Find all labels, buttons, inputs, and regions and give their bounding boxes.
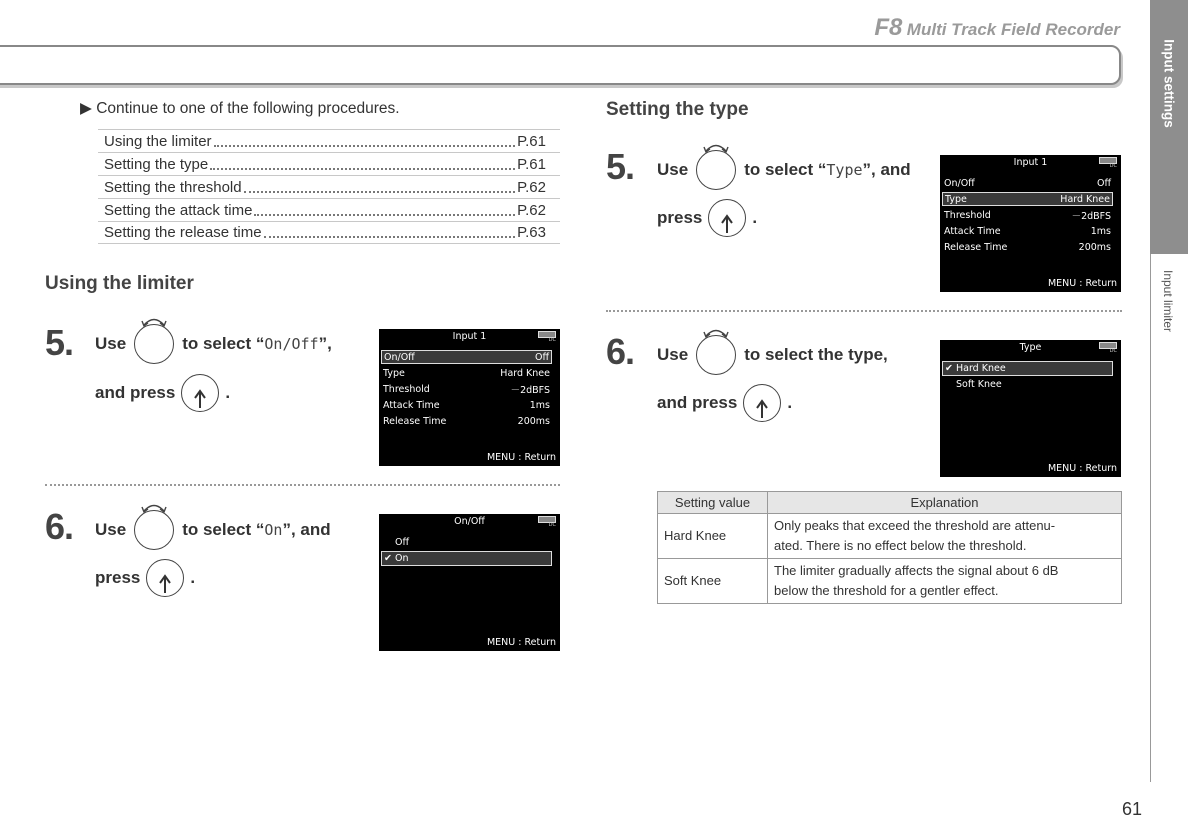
toc-label: Setting the attack time <box>104 201 253 219</box>
toc-row[interactable] <box>98 152 560 175</box>
lcd-option: ✔ On <box>381 551 552 566</box>
step-instruction: press . <box>657 198 757 238</box>
page-header-title <box>874 14 1120 42</box>
step-separator <box>606 310 1122 312</box>
battery-icon: DC <box>538 516 556 528</box>
lcd-screen: On/Off DC Off ✔ On MENU : Return <box>379 514 560 651</box>
step-instruction: and press . <box>657 383 792 423</box>
battery-icon: DC <box>538 331 556 343</box>
step-number: 5. <box>606 146 635 187</box>
model-name: F8 <box>874 14 903 41</box>
dial-icon <box>134 510 174 550</box>
toc-label: Setting the type <box>104 155 209 173</box>
toc-label: Setting the release time <box>104 224 262 241</box>
step-instruction: Use to select “ On ”, and <box>95 506 331 554</box>
step-instruction: and press . <box>95 373 230 413</box>
lcd-row: On/Off Off <box>944 177 1111 189</box>
step-instruction: Use to select “ Type ”, and <box>657 146 911 194</box>
enter-button-icon <box>146 559 184 597</box>
lcd-option: Soft Knee <box>956 379 1002 390</box>
dial-icon <box>134 324 174 364</box>
side-divider <box>1150 254 1151 782</box>
side-tab-section <box>1150 0 1188 254</box>
lcd-row: Threshold －2dBFS <box>383 383 550 396</box>
table-header: Explanation <box>768 492 1122 514</box>
type-table <box>657 491 1122 604</box>
toc-page: P.62 <box>517 178 546 196</box>
toc-row[interactable] <box>98 175 560 198</box>
table-row: Soft Knee The limiter gradually affects the signal about 6 dB below the threshold for a gentler effect. <box>658 559 1122 604</box>
table-header: Setting value <box>658 492 768 514</box>
toc-row[interactable] <box>98 198 560 221</box>
lcd-screen: Type DC ✔ Hard Knee Soft Knee MENU : Return <box>940 340 1121 477</box>
toc-label: Setting the threshold <box>104 178 242 196</box>
lcd-screen: Input 1 DC On/Off Off Type Hard Knee Threshold －2dBFS Attack Time 1ms Release Time 200ms MENU : Return <box>379 329 560 466</box>
product-subtitle: Multi Track Field Recorder <box>906 20 1120 39</box>
continue-text: ▶ Continue to one of the following procedures. <box>80 100 400 117</box>
lcd-row: On/Off Off <box>381 350 552 364</box>
lcd-row: Type Hard Knee <box>383 367 550 379</box>
lcd-row: Release Time 200ms <box>944 241 1111 253</box>
lcd-row: Type Hard Knee <box>942 192 1113 206</box>
enter-button-icon <box>708 199 746 237</box>
dial-icon <box>696 335 736 375</box>
lcd-row: Attack Time 1ms <box>383 399 550 411</box>
battery-icon: DC <box>1099 157 1117 169</box>
heading-using-limiter: Using the limiter <box>45 273 194 294</box>
toc-page: P.62 <box>517 201 546 219</box>
step-number: 5. <box>45 322 74 363</box>
enter-button-icon <box>181 374 219 412</box>
lcd-option: ✔ Hard Knee <box>942 361 1113 376</box>
toc-page: P.61 <box>517 132 546 150</box>
lcd-screen: Input 1 DC On/Off Off Type Hard Knee Threshold －2dBFS Attack Time 1ms Release Time 200ms MENU : Return <box>940 155 1121 292</box>
side-tab-label: Input settings <box>1161 39 1177 128</box>
step-instruction: Use to select the type, <box>657 331 888 379</box>
step-separator <box>45 484 560 486</box>
table-row: Hard Knee Only peaks that exceed the threshold are attenu- ated. There is no effect below the threshold. <box>658 514 1122 559</box>
toc-row[interactable] <box>98 129 560 152</box>
toc-label: Using the limiter <box>104 132 212 150</box>
side-sublabel: Input limiter <box>1161 270 1175 333</box>
step-instruction: Use to select “ On/Off ”, <box>95 320 332 368</box>
toc-page: P.61 <box>517 155 546 173</box>
lcd-option: Off <box>395 537 410 548</box>
lcd-row: Threshold －2dBFS <box>944 209 1111 222</box>
toc-page: P.63 <box>517 224 546 241</box>
lcd-row: Attack Time 1ms <box>944 225 1111 237</box>
dial-icon <box>696 150 736 190</box>
enter-button-icon <box>743 384 781 422</box>
page-number: 61 <box>1121 799 1142 819</box>
lcd-row: Release Time 200ms <box>383 415 550 427</box>
step-number: 6. <box>45 506 74 547</box>
step-instruction: press . <box>95 558 195 598</box>
battery-icon: DC <box>1099 342 1117 354</box>
heading-setting-type: Setting the type <box>606 99 749 120</box>
toc-row[interactable] <box>98 221 560 244</box>
header-bar <box>0 45 1121 85</box>
procedure-list <box>98 129 560 244</box>
step-number: 6. <box>606 331 635 372</box>
